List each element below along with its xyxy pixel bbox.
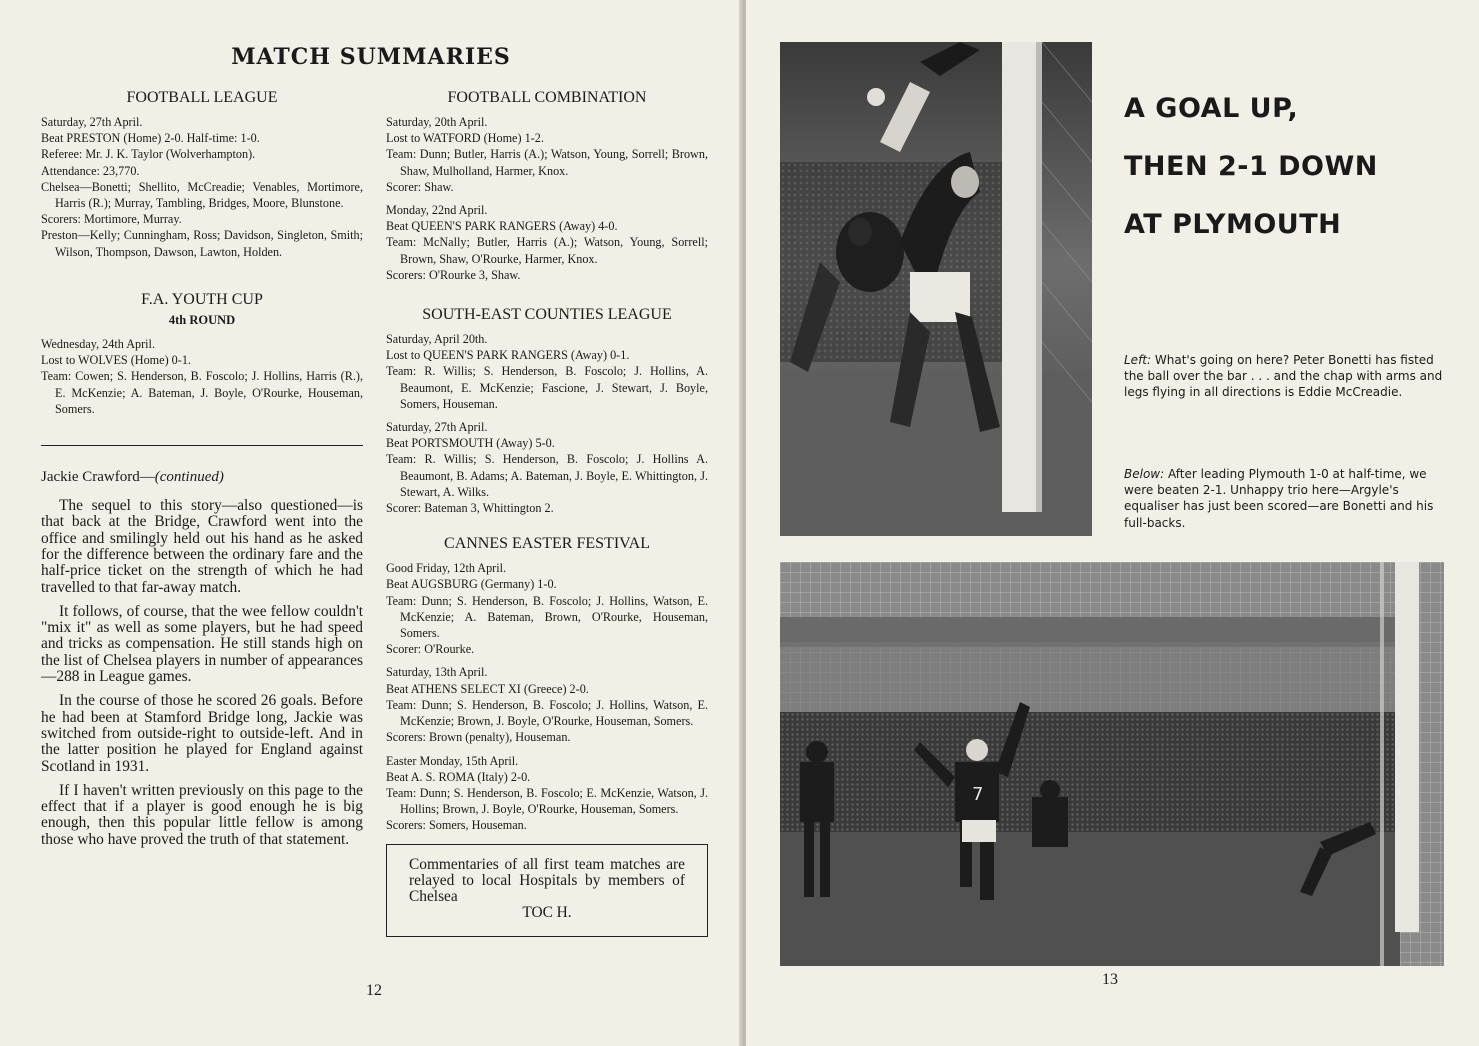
- caption-label: Left:: [1124, 353, 1152, 367]
- article-paragraph: In the course of those he scored 26 goals. Before he had been at Stamford Bridge long, Jackie was switched from outside-right to outside-left. And in the latter position he played for England against Scotland in 1931.: [41, 692, 363, 775]
- fl-chelsea-team: Chelsea—Bonetti; Shellito, McCreadie; Venables, Mortimore, Harris (R.); Murray, Tambling, Bridges, Moore, Blunstone.: [41, 179, 363, 211]
- se-team: Team: R. Willis; S. Henderson, B. Foscolo; J. Hollins, A. Beaumont, E. McKenzie; Fascione, J. Stewart, J. Boyle, Somers, Houseman.: [386, 364, 708, 411]
- cannes-heading: CANNES EASTER FESTIVAL: [444, 535, 650, 553]
- fl-referee: Referee: Mr. J. K. Taylor (Wolverhampton).: [41, 147, 256, 162]
- comb-scorer: Scorer: Shaw.: [386, 179, 454, 194]
- photo-image: [780, 562, 1444, 966]
- yc-team: Team: Cowen; S. Henderson, B. Foscolo; J. Hollins, Harris (R.), E. McKenzie; A. Bateman, J. Boyle, O'Rourke, Houseman, Somers.: [41, 369, 363, 416]
- cannes-scorer: Scorers: Somers, Houseman.: [386, 818, 527, 833]
- fl-date: Saturday, 27th April.: [41, 115, 143, 129]
- shirt-number: 7: [972, 784, 984, 805]
- article-paragraph: The sequel to this story—also questioned—is that back at the Bridge, Crawford went into the office and smilingly held out his hand as he asked for the difference between the ordinary fare and the half-price ticket on the strength of which he had travelled to that far-away match.: [41, 497, 363, 596]
- se-date: Saturday, April 20th.: [386, 332, 488, 347]
- page-13: [746, 0, 1479, 1046]
- article-paragraph: It follows, of course, that the wee fellow couldn't "mix it" as well as some players, but he had speed and tricks as compensation. He still stands high on the list of Chelsea players in number of appearances —288 in League games.: [41, 602, 363, 686]
- divider-rule: [41, 445, 363, 446]
- fl-preston-team: Preston—Kelly; Cunningham, Ross; Davidson, Singleton, Smith; Wilson, Thompson, Dawson, Lawton, Holden.: [41, 228, 363, 259]
- cannes-scorer: Scorers: Brown (penalty), Houseman.: [386, 730, 571, 745]
- se-result: Lost to QUEEN'S PARK RANGERS (Away) 0-1.: [386, 348, 630, 363]
- comb-date: Saturday, 20th April.: [386, 115, 488, 129]
- se-result: Beat PORTSMOUTH (Away) 5-0.: [386, 436, 555, 451]
- fl-result: Beat PRESTON (Home) 2-0. Half-time: 1-0.: [41, 131, 260, 146]
- headline-line: AT PLYMOUTH: [1124, 209, 1342, 240]
- comb-date: Monday, 22nd April.: [386, 203, 488, 218]
- comb-result: Beat QUEEN'S PARK RANGERS (Away) 4-0.: [386, 219, 618, 234]
- cannes-team: Team: Dunn; S. Henderson, B. Foscolo; J. Hollins, Watson, E. McKenzie; Brown, J. Boyle, O'Rourke, Houseman, Somers.: [386, 697, 708, 729]
- fl-attendance: Attendance: 23,770.: [41, 163, 140, 178]
- yc-date: Wednesday, 24th April.: [41, 337, 155, 352]
- article-heading: Jackie Crawford—(continued): [41, 469, 224, 486]
- cannes-date: Easter Monday, 15th April.: [386, 753, 519, 768]
- football-league-heading: FOOTBALL LEAGUE: [126, 89, 278, 106]
- comb-result: Lost to WATFORD (Home) 1-2.: [386, 131, 544, 146]
- caption-text: After leading Plymouth 1-0 at half-time, we were beaten 2-1. Unhappy trio here—Argyle's equaliser has just been scored—are Bonetti and his full-backs.: [1124, 467, 1434, 530]
- combination-heading: FOOTBALL COMBINATION: [447, 89, 647, 106]
- cannes-date: Good Friday, 12th April.: [386, 561, 507, 576]
- cannes-result: Beat AUGSBURG (Germany) 1-0.: [386, 577, 557, 592]
- cannes-team: Team: Dunn; S. Henderson, B. Foscolo; E. McKenzie, Watson, J. Hollins; Brown, J. Boyle, O'Rourke, Houseman, Somers.: [386, 785, 708, 817]
- article-paragraph: If I haven't written previously on this page to the effect that if a player is good enough he is big enough, then this popular little fellow is among those who have proved the truth of that statement.: [41, 781, 363, 848]
- box-text: Commentaries of all first team matches are relayed to local Hospitals by members of Chelsea: [409, 855, 685, 906]
- caption-label: Below:: [1124, 467, 1165, 481]
- fl-scorers: Scorers: Mortimore, Murray.: [41, 212, 182, 227]
- photo-bonetti-fisting-ball: [780, 42, 1092, 536]
- cannes-team: Team: Dunn; S. Henderson, B. Foscolo; J. Hollins, Watson, E. McKenzie; A. Bateman, Brown, O'Rourke, Houseman, Somers.: [386, 593, 708, 641]
- photo-image: [780, 42, 1092, 536]
- page-title: MATCH SUMMARIES: [231, 44, 511, 70]
- left-column: [41, 88, 363, 856]
- youth-cup-round: 4th ROUND: [168, 312, 236, 327]
- cannes-result: Beat A. S. ROMA (Italy) 2-0.: [386, 769, 531, 784]
- se-team: Team: R. Willis; S. Henderson, B. Foscolo; J. Hollins A. Beaumont, B. Adams; A. Bateman, J. Boyle, E. Whittington, J. Stewart, A. Wilks.: [386, 452, 708, 499]
- right-column: [386, 88, 708, 937]
- page-number: 12: [366, 982, 382, 999]
- page-number: 13: [1102, 971, 1118, 988]
- yc-result: Lost to WOLVES (Home) 0-1.: [41, 353, 191, 368]
- se-date: Saturday, 27th April.: [386, 420, 488, 435]
- hospital-commentary-box: [386, 844, 708, 937]
- south-east-heading: SOUTH-EAST COUNTIES LEAGUE: [422, 306, 672, 324]
- youth-cup-heading: F.A. YOUTH CUP: [141, 290, 263, 308]
- headline: [1124, 80, 1464, 254]
- caption-left: [1124, 352, 1444, 401]
- comb-team: Team: McNally; Butler, Harris (A.); Watson, Young, Sorrell; Brown, Shaw, O'Rourke, Harmer, Knox.: [386, 235, 708, 266]
- caption-text: What's going on here? Peter Bonetti has fisted the ball over the bar . . . and the chap with arms and legs flying in all directions is Eddie McCreadie.: [1124, 353, 1443, 400]
- se-scorer: Scorer: Bateman 3, Whittington 2.: [386, 501, 554, 516]
- comb-scorer: Scorers: O'Rourke 3, Shaw.: [386, 267, 521, 282]
- caption-below: [1124, 466, 1444, 531]
- headline-line: A GOAL UP,: [1124, 93, 1299, 124]
- cannes-date: Saturday, 13th April.: [386, 665, 488, 680]
- headline-line: THEN 2-1 DOWN: [1124, 151, 1378, 182]
- cannes-scorer: Scorer: O'Rourke.: [386, 642, 475, 657]
- photo-plymouth-goal: [780, 562, 1444, 966]
- comb-team: Team: Dunn; Butler, Harris (A.); Watson, Young, Sorrell; Brown, Shaw, Mulholland, Harmer, Knox.: [386, 147, 708, 178]
- cannes-result: Beat ATHENS SELECT XI (Greece) 2-0.: [386, 681, 589, 696]
- box-text-last: TOC H.: [522, 904, 572, 922]
